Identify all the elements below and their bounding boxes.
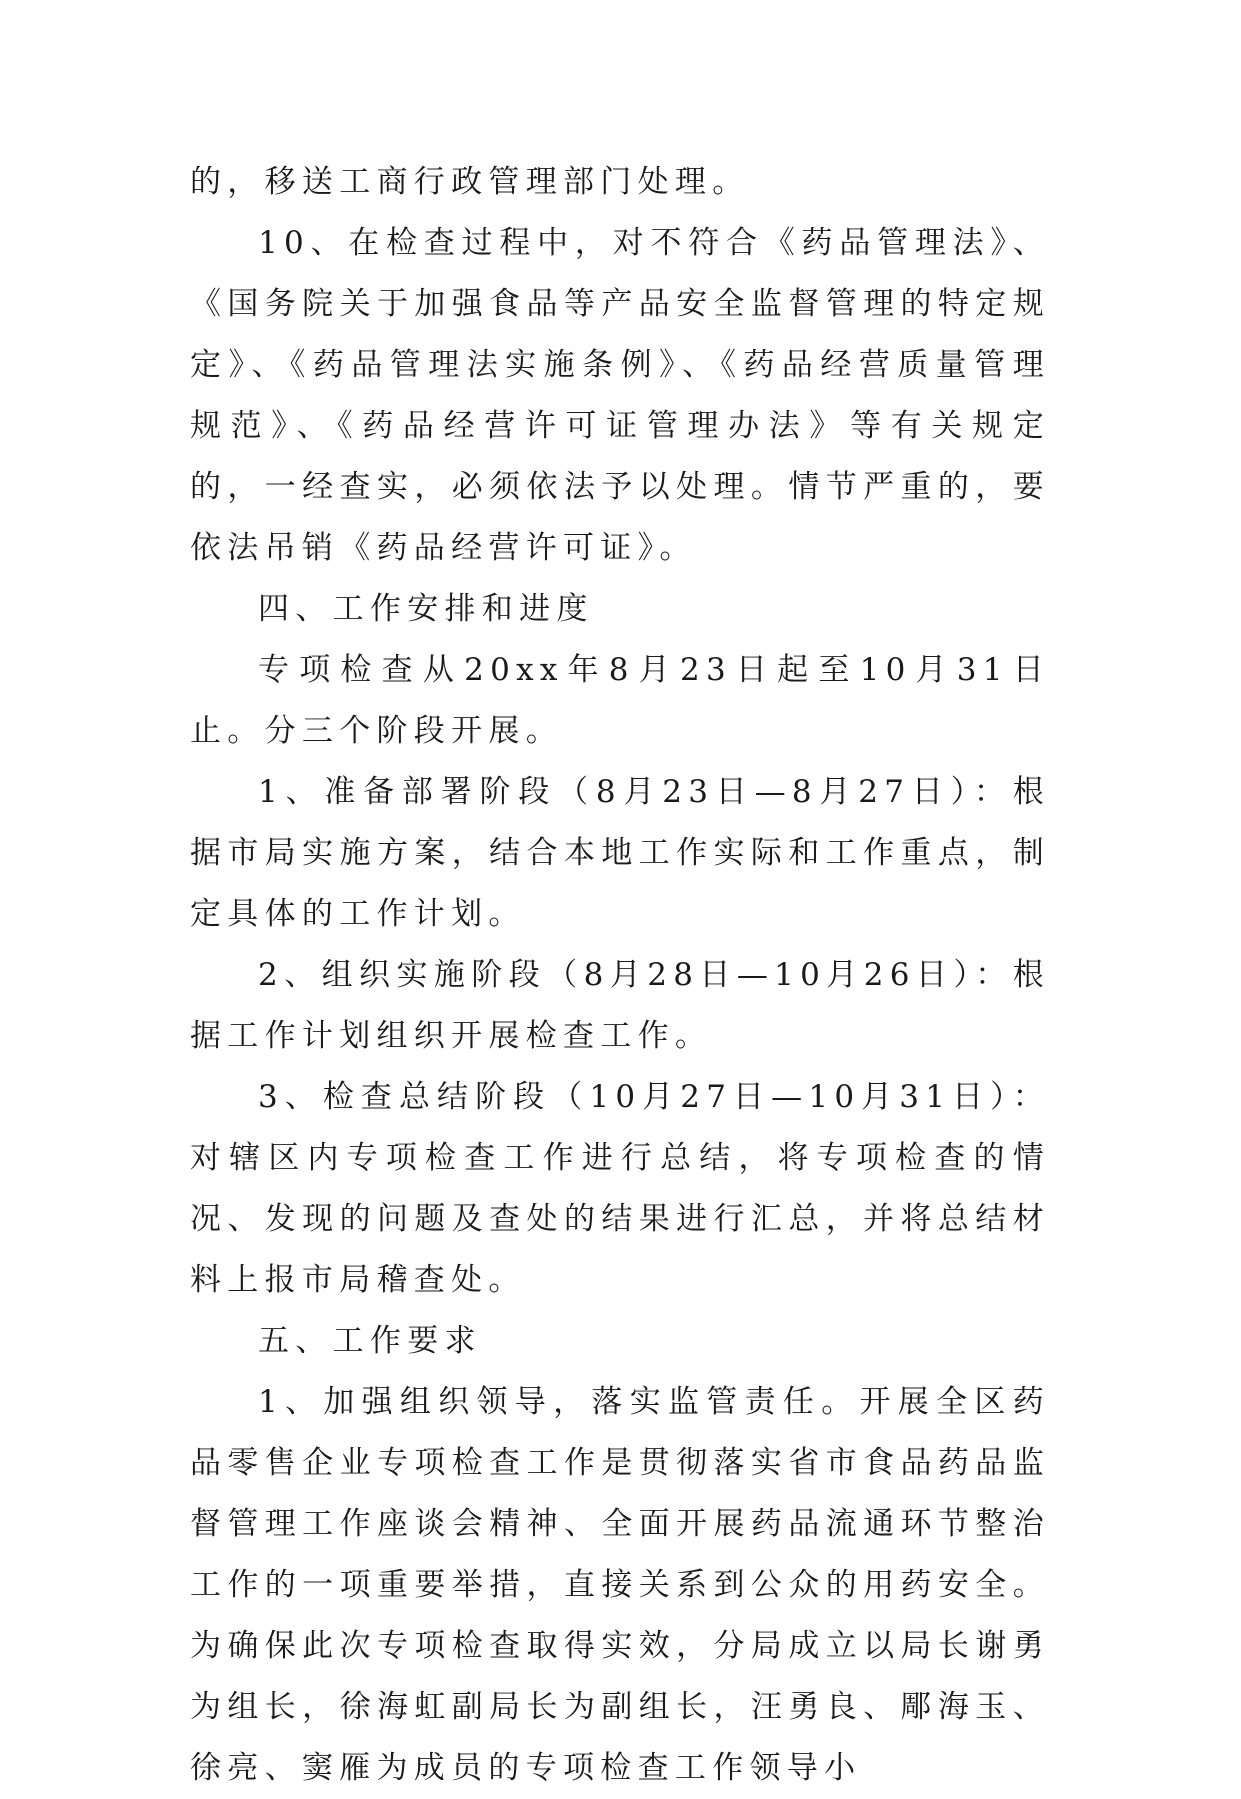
paragraph-continuation: 的，移送工商行政管理部门处理。 (190, 164, 750, 200)
paragraph-stage-3: 3、检查总结阶段（10月27日—10月31日）：对辖区内专项检查工作进行总结，将专项检查的情况、发现的问题及查处的结果进行汇总，并将总结材料上报市局稽查处。 (190, 1079, 1050, 1298)
section-heading-requirements: 五、工作要求 (258, 1323, 482, 1359)
paragraph-requirement-1: 1、加强组织领导，落实监管责任。开展全区药品零售企业专项检查工作是贯彻落实省市食品药品监督管理工作座谈会精神、全面开展药品流通环节整治工作的一项重要举措，直接关系到公众的用药安全。为确保此次专项检查取得实效，分局成立以局长谢勇为组长，徐海虹副局长为副组长，汪勇良、郮海玉、徐亮、窦雁为成员的专项检查工作领导小 (190, 1384, 1050, 1786)
paragraph-stage-2: 2、组织实施阶段（8月28日—10月26日）：根据工作计划组织开展检查工作。 (190, 957, 1050, 1054)
paragraph-stage-1: 1、准备部署阶段（8月23日—8月27日）：根据市局实施方案，结合本地工作实际和工作重点，制定具体的工作计划。 (190, 774, 1050, 932)
document-body (190, 152, 1050, 1799)
section-heading-schedule: 四、工作安排和进度 (258, 591, 594, 627)
paragraph-item-10: 10、在检查过程中，对不符合《药品管理法》、《国务院关于加强食品等产品安全监督管理的特定规定》、《药品管理法实施条例》、《药品经营质量管理规范》、《药品经营许可证管理办法》等有关规定的，一经查实，必须依法予以处理。情节严重的，要依法吊销《药品经营许可证》。 (190, 225, 1050, 566)
paragraph-schedule-overview: 专项检查从20xx年8月23日起至10月31日止。分三个阶段开展。 (190, 652, 1050, 749)
